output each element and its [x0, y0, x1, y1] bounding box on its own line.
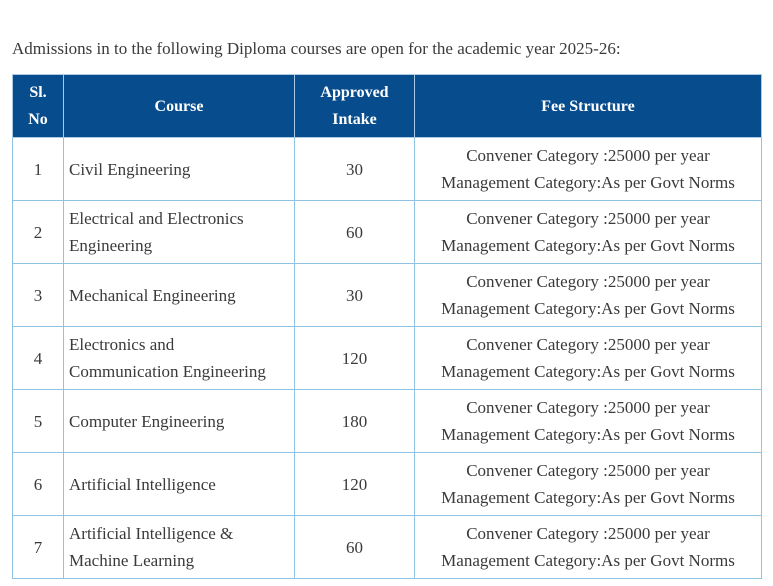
intake-value: 60 [346, 537, 363, 557]
fee-management: Management Category:As per Govt Norms [441, 551, 735, 570]
cell-fee-structure [415, 138, 762, 201]
sl-no-value: 2 [33, 222, 43, 242]
cell-course [64, 390, 295, 453]
intake-value: 30 [346, 159, 363, 179]
header-approved-intake [295, 75, 415, 138]
intake-value: 120 [341, 348, 368, 368]
course-name-line1: Artificial Intelligence & [69, 524, 234, 543]
course-name-line1: Artificial Intelligence [69, 474, 216, 494]
fee-convener: Convener Category :25000 per year [466, 461, 710, 480]
fee-convener: Convener Category :25000 per year [466, 272, 710, 291]
table-row [13, 453, 762, 516]
table-row [13, 201, 762, 264]
fee-management: Management Category:As per Govt Norms [441, 236, 735, 255]
cell-approved-intake [295, 138, 415, 201]
cell-fee-structure [415, 453, 762, 516]
table-row [13, 138, 762, 201]
fee-management: Management Category:As per Govt Norms [441, 488, 735, 507]
header-fee-structure: Fee Structure [415, 75, 762, 138]
fee-management: Management Category:As per Govt Norms [441, 299, 735, 318]
intake-value: 60 [346, 222, 363, 242]
header-course: Course [64, 75, 295, 138]
table-row [13, 516, 762, 579]
cell-approved-intake [295, 516, 415, 579]
fee-convener: Convener Category :25000 per year [466, 335, 710, 354]
course-name-line2: Engineering [69, 236, 153, 255]
course-name-line1: Electronics and [69, 335, 175, 354]
course-name-line2: Machine Learning [69, 551, 195, 570]
cell-sl-no [13, 201, 64, 264]
table-header-row [13, 75, 762, 138]
sl-no-value: 1 [33, 159, 43, 179]
cell-sl-no [13, 138, 64, 201]
course-name-line2: Communication Engineering [69, 362, 266, 381]
cell-course [64, 201, 295, 264]
cell-course [64, 138, 295, 201]
cell-sl-no [13, 264, 64, 327]
cell-fee-structure [415, 516, 762, 579]
cell-approved-intake [295, 264, 415, 327]
sl-no-value: 3 [33, 285, 43, 305]
cell-course [64, 516, 295, 579]
fee-management: Management Category:As per Govt Norms [441, 362, 735, 381]
header-sl-line2: No [28, 111, 48, 128]
table-body [13, 138, 762, 579]
intake-value: 180 [341, 411, 368, 431]
course-name-line1: Electrical and Electronics [69, 209, 244, 228]
cell-fee-structure [415, 201, 762, 264]
cell-approved-intake [295, 390, 415, 453]
course-name-line1: Civil Engineering [69, 159, 191, 179]
sl-no-value: 5 [33, 411, 43, 431]
sl-no-value: 6 [33, 474, 43, 494]
table-row [13, 390, 762, 453]
fee-convener: Convener Category :25000 per year [466, 524, 710, 543]
header-intake-line1: Approved [320, 84, 389, 101]
sl-no-value: 7 [33, 537, 43, 557]
courses-table [12, 74, 762, 579]
cell-sl-no [13, 453, 64, 516]
fee-management: Management Category:As per Govt Norms [441, 173, 735, 192]
cell-sl-no [13, 327, 64, 390]
cell-course [64, 327, 295, 390]
cell-approved-intake [295, 201, 415, 264]
table-row [13, 327, 762, 390]
fee-convener: Convener Category :25000 per year [466, 398, 710, 417]
cell-course [64, 264, 295, 327]
sl-no-value: 4 [33, 348, 43, 368]
cell-fee-structure [415, 264, 762, 327]
header-intake-line2: Intake [332, 111, 377, 128]
course-name-line1: Computer Engineering [69, 411, 225, 431]
header-sl-line1: Sl. [29, 84, 47, 101]
cell-fee-structure [415, 327, 762, 390]
intake-value: 120 [341, 474, 368, 494]
fee-management: Management Category:As per Govt Norms [441, 425, 735, 444]
header-sl-no [13, 75, 64, 138]
cell-sl-no [13, 516, 64, 579]
intro-text: Admissions in to the following Diploma courses are open for the academic year 2025-26: [12, 39, 621, 58]
table-row [13, 264, 762, 327]
cell-sl-no [13, 390, 64, 453]
cell-fee-structure [415, 390, 762, 453]
fee-convener: Convener Category :25000 per year [466, 209, 710, 228]
course-name-line1: Mechanical Engineering [69, 285, 236, 305]
cell-approved-intake [295, 327, 415, 390]
fee-convener: Convener Category :25000 per year [466, 146, 710, 165]
cell-course [64, 453, 295, 516]
cell-approved-intake [295, 453, 415, 516]
intake-value: 30 [346, 285, 363, 305]
